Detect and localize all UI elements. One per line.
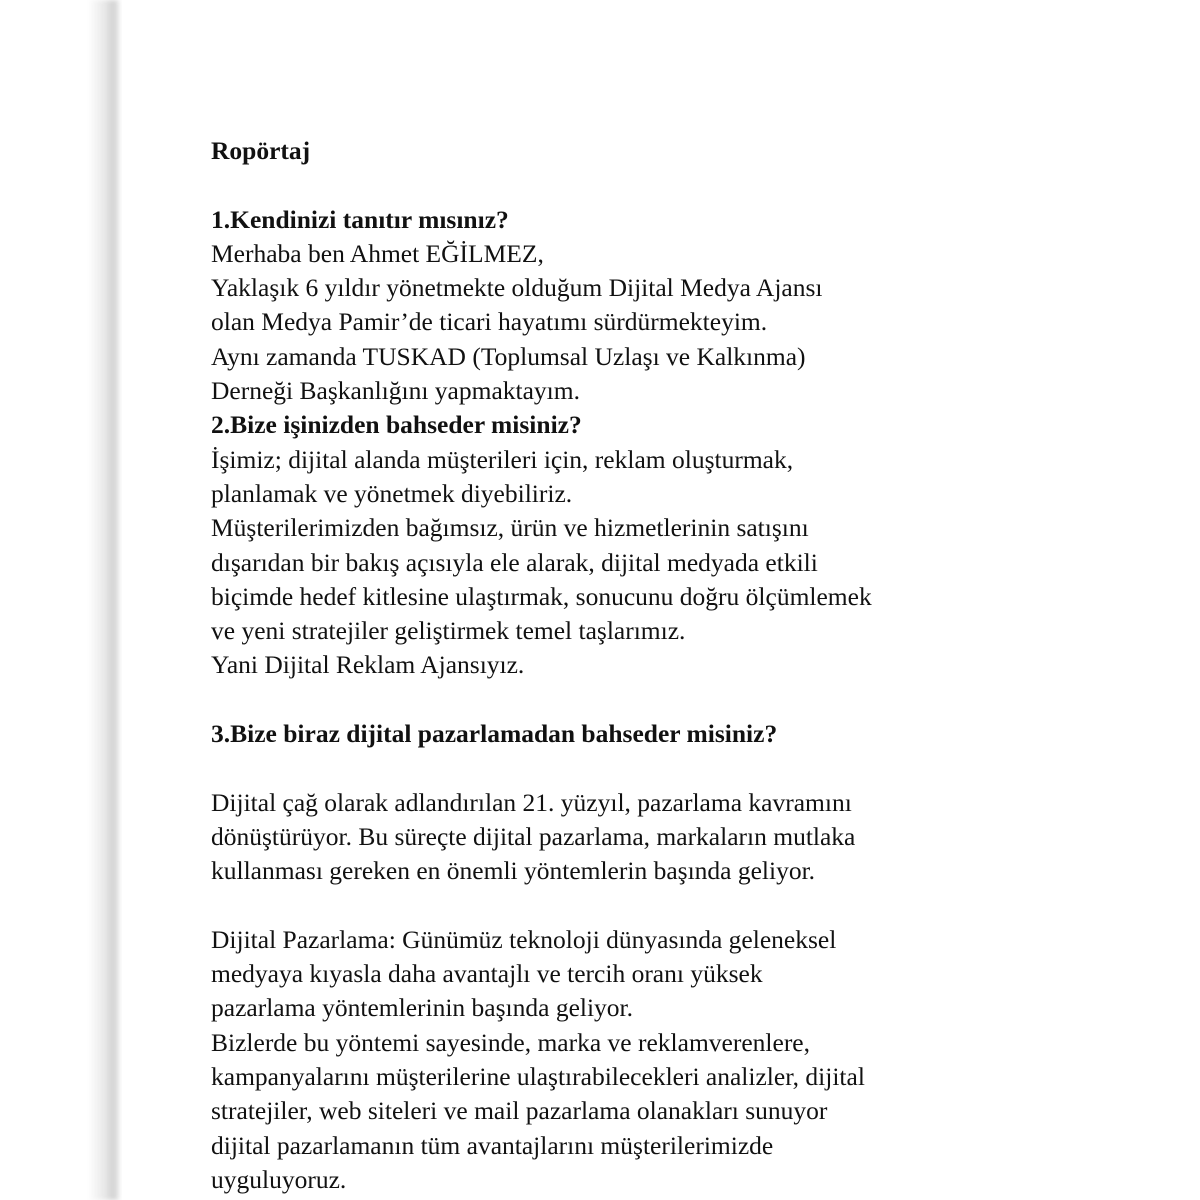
document-page bbox=[122, 0, 1200, 1200]
answer-3-paragraph-2-line: dijital pazarlamanın tüm avantajlarını müşterilerimizde bbox=[211, 1130, 774, 1160]
answer-3-paragraph-2-line: kampanyalarını müşterilerine ulaştırabilecekleri analizler, dijital bbox=[211, 1062, 865, 1092]
answer-3-paragraph-2-line: pazarlama yöntemlerinin başında geliyor. bbox=[211, 993, 634, 1023]
answer-3-paragraph-1-line: kullanması gereken en önemli yöntemlerin başında geliyor. bbox=[211, 856, 816, 886]
answer-2-line: planlamak ve yönetmek diyebiliriz. bbox=[211, 478, 573, 508]
answer-3-paragraph-2-line: uyguluyoruz. bbox=[211, 1164, 347, 1194]
answer-3-paragraph-1-line: Dijital çağ olarak adlandırılan 21. yüzyıl, pazarlama kavramını bbox=[211, 787, 852, 817]
question-3: 3.Bize biraz dijital pazarlamadan bahseder misiniz? bbox=[211, 719, 778, 749]
answer-2-line: Yani Dijital Reklam Ajansıyız. bbox=[211, 650, 525, 680]
answer-2-line: İşimiz; dijital alanda müşterileri için, reklam oluşturmak, bbox=[211, 444, 794, 474]
answer-3-paragraph-2-line: medyaya kıyasla daha avantajlı ve tercih oranı yüksek bbox=[211, 959, 763, 989]
answer-3-paragraph-2-line: Dijital Pazarlama: Günümüz teknoloji dünyasında geleneksel bbox=[211, 924, 837, 954]
answer-2-line: Müşterilerimizden bağımsız, ürün ve hizmetlerinin satışını bbox=[211, 513, 809, 543]
answer-3-paragraph-2-line: stratejiler, web siteleri ve mail pazarlama olanakları sunuyor bbox=[211, 1096, 828, 1126]
answer-3-paragraph-1-line: dönüştürüyor. Bu süreçte dijital pazarlama, markaların mutlaka bbox=[211, 821, 856, 851]
answer-3-paragraph-2-line: Bizlerde bu yöntemi sayesinde, marka ve reklamverenlere, bbox=[211, 1027, 811, 1057]
answer-2-line: dışarıdan bir bakış açısıyla ele alarak, dijital medyada etkili bbox=[211, 547, 818, 577]
blank-line bbox=[211, 889, 1111, 923]
answer-1-line: olan Medya Pamir’de ticari hayatımı sürdürmekteyim. bbox=[211, 307, 768, 337]
document-body bbox=[211, 134, 1111, 1197]
answer-1-line: Derneği Başkanlığını yapmaktayım. bbox=[211, 376, 580, 406]
question-2: 2.Bize işinizden bahseder misiniz? bbox=[211, 410, 582, 440]
answer-2-line: biçimde hedef kitlesine ulaştırmak, sonucunu doğru ölçümlemek bbox=[211, 581, 872, 611]
blank-line bbox=[211, 683, 1111, 717]
blank-line bbox=[211, 168, 1111, 202]
answer-1-line: Merhaba ben Ahmet EĞİLMEZ, bbox=[211, 238, 544, 268]
page-edge-shadow bbox=[0, 0, 120, 1200]
question-1: 1.Kendinizi tanıtır mısınız? bbox=[211, 204, 509, 234]
answer-2-line: ve yeni stratejiler geliştirmek temel taşlarımız. bbox=[211, 616, 686, 646]
answer-1-line: Aynı zamanda TUSKAD (Toplumsal Uzlaşı ve Kalkınma) bbox=[211, 341, 806, 371]
answer-1-line: Yaklaşık 6 yıldır yönetmekte olduğum Dijital Medya Ajansı bbox=[211, 273, 823, 303]
document-title: Ropörtaj bbox=[211, 136, 311, 165]
blank-line bbox=[211, 751, 1111, 785]
